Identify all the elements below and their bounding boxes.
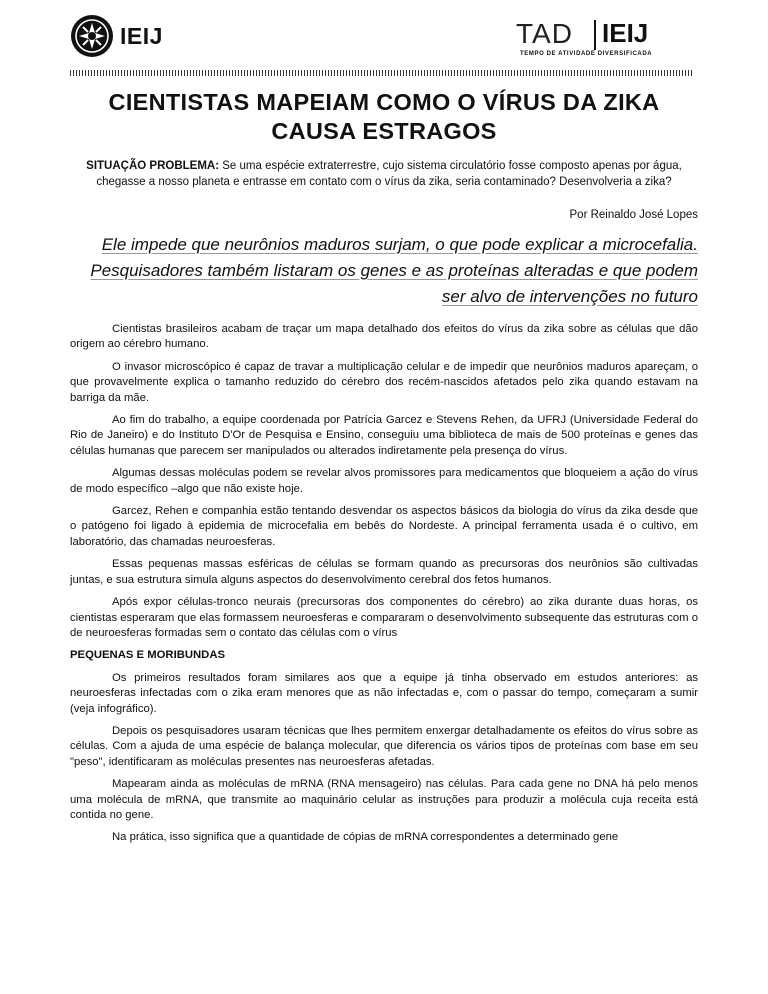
article-subheadline: Ele impede que neurônios maduros surjam, o que pode explicar a microcefalia. Pesquisadores também listaram os genes e as proteínas alteradas e que podem ser alvo de intervenções no futuro bbox=[90, 235, 698, 306]
body-paragraph: Depois os pesquisadores usaram técnicas que lhes permitem enxergar detalhadamente os efeitos do vírus sobre as células. Com a ajuda de uma espécie de balança molecular, que diferencia os vários tipos de proteínas com base em seu "peso", identificaram as moléculas presentes nas neuroesferas afetadas. bbox=[70, 724, 698, 768]
tad-text: TAD bbox=[516, 18, 573, 49]
header-tick-rule bbox=[70, 70, 694, 76]
body-paragraph: Algumas dessas moléculas podem se revelar alvos promissores para medicamentos que bloqueiem a ação do vírus de modo específico –algo que não existe hoje. bbox=[70, 467, 698, 495]
ieij-logo bbox=[70, 14, 163, 58]
body-paragraph: Mapearam ainda as moléculas de mRNA (RNA mensageiro) nas células. Para cada gene no DNA há pelo menos uma molécula de mRNA, que transmite ao maquinário celular as instruções para produzir a molécula cuja receita está contida no gene. bbox=[70, 778, 698, 821]
body-paragraph: Cientistas brasileiros acabam de traçar um mapa detalhado dos efeitos do vírus da zika sobre as células que dão origem ao cérebro humano. bbox=[70, 323, 698, 351]
body-paragraph: Essas pequenas massas esféricas de células se formam quando as precursoras dos neurônios são cultivadas juntas, e sua estrutura simula alguns aspectos do desenvolvimento cerebral dos fetos humanos. bbox=[70, 558, 698, 586]
ieij-brand-text: IEIJ bbox=[120, 22, 163, 49]
section-heading: PEQUENAS E MORIBUNDAS bbox=[70, 649, 226, 662]
body-paragraph: O invasor microscópico é capaz de travar a multiplicação celular e de impedir que neurônios maduros apareçam, o que provavelmente explica o tamanho reduzido do cérebro dos recém-nascidos afetados pelo zika quando estavam na barriga da mãe. bbox=[70, 360, 698, 404]
logo-separator bbox=[594, 20, 596, 50]
article-body bbox=[70, 322, 698, 846]
problem-text: Se uma espécie extraterrestre, cujo sistema circulatório fosse composto apenas por água, chegasse a nosso planeta e entrasse em contato com o vírus da zika, seria contaminado? Desenvolveria a zika? bbox=[96, 160, 682, 188]
problem-statement bbox=[70, 158, 698, 190]
page-header bbox=[0, 0, 768, 80]
body-paragraph: Na prática, isso significa que a quantidade de cópias de mRNA correspondentes a determinado gene bbox=[112, 831, 619, 844]
article-title: CIENTISTAS MAPEIAM COMO O VÍRUS DA ZIKA CAUSA ESTRAGOS bbox=[108, 89, 660, 144]
tad-subtitle: TEMPO DE ATIVIDADE DIVERSIFICADA bbox=[520, 51, 653, 57]
ieij-text: IEIJ bbox=[602, 18, 649, 48]
author-line: Por Reinaldo José Lopes bbox=[569, 209, 698, 221]
article bbox=[70, 88, 698, 853]
problem-label: SITUAÇÃO PROBLEMA: bbox=[86, 160, 220, 172]
tad-ieij-logo bbox=[508, 18, 698, 62]
body-paragraph: Garcez, Rehen e companhia estão tentando desvendar os aspectos básicos da biologia do vírus da zika desde que o patógeno foi ligado à epidemia de microcefalia em bebês do Nordeste. A principal ferramenta usada é o cultivo, em laboratório, das chamadas neuroesferas. bbox=[70, 505, 698, 548]
body-paragraph: Após expor células-tronco neurais (precursoras dos componentes do cérebro) ao zika durante duas horas, os cientistas esperaram que elas formassem neuroesferas e compararam o desenvolvimento subsequente das estruturas com o de neuroesferas formadas sem o contato das células com o vírus bbox=[70, 596, 698, 639]
body-paragraph: Ao fim do trabalho, a equipe coordenada por Patrícia Garcez e Stevens Rehen, da UFRJ (Universidade Federal do Rio de Janeiro) e do Instituto D'Or de Pesquisa e Ensino, conseguiu uma biblioteca de mais de 500 proteínas e genes das células humanas que parecem ser manipulados ou alterados indiretamente pela presença do vírus. bbox=[70, 414, 698, 457]
body-paragraph: Os primeiros resultados foram similares aos que a equipe já tinha observado em estudos anteriores: as neuroesferas infectadas com o zika eram menores que as não infectadas e, com o passar do tempo, começaram a sumir (veja infográfico). bbox=[70, 671, 698, 715]
ieij-emblem-icon bbox=[70, 14, 114, 58]
